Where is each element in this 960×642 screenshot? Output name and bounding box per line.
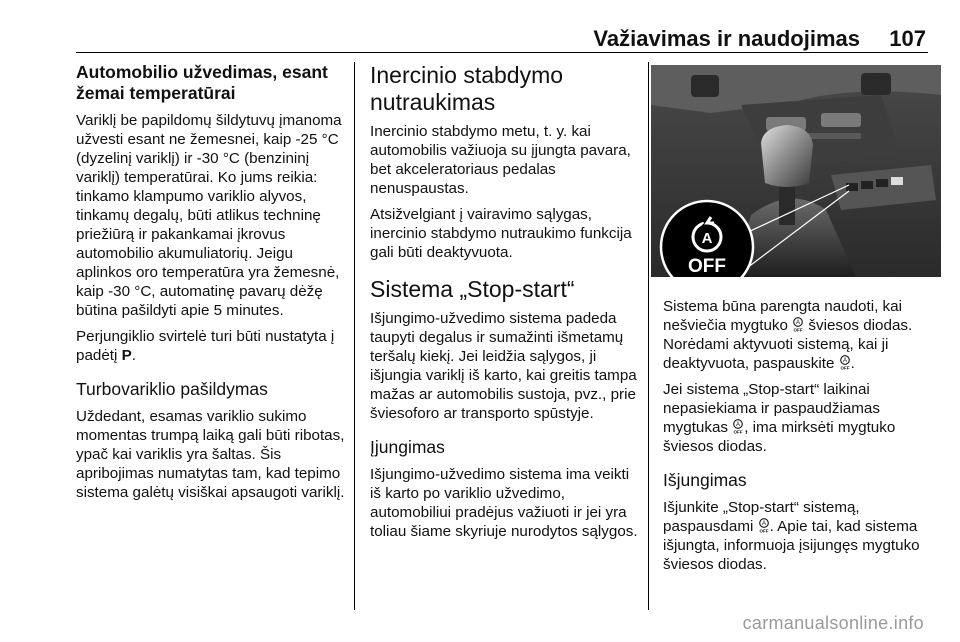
text-span: šviesos diodas. Norėdami aktyvuoti sistemą, kai ji deaktyvuota, paspauskite bbox=[663, 317, 913, 372]
watermark: carmanualsonline.info bbox=[742, 613, 924, 633]
svg-text:A: A bbox=[701, 230, 713, 247]
column-divider-left bbox=[354, 62, 355, 610]
paragraph-inertia-2: Atsižvelgiant į vairavimo sąlygas, inercinio stabdymo nutraukimo funkcija gali būti deaktyvuota. bbox=[370, 206, 632, 261]
paragraph-deactivation bbox=[663, 498, 933, 574]
stop-start-off-icon bbox=[732, 418, 744, 434]
paragraph-selector-lever bbox=[76, 327, 348, 365]
text-span: Išjunkite „Stop-start“ sistemą, paspausdami bbox=[663, 499, 860, 535]
heading-turbo-warmup: Turbovariklio pašildymas bbox=[76, 379, 268, 399]
page-number: 107 bbox=[889, 26, 926, 51]
svg-text:A: A bbox=[842, 358, 847, 364]
paragraph-inertia-1: Inercinio stabdymo metu, t. y. kai automobilis važiuoja su įjungta pavara, bet akceleratoriaus pedalas nenuspaustas. bbox=[370, 123, 631, 197]
heading-cold-start: Automobilio užvedimas, esant žemai temperatūrai bbox=[76, 62, 328, 103]
text-span: . bbox=[131, 347, 136, 364]
paragraph-turbo-warmup: Uždedant, esamas variklio sukimo momentas trumpą laiką gali būti ribotas, ypač kai variklis yra šaltas. Šis apribojimas numatytas tam, kad tepimo sistema galėtų visiškai apsaugoti variklį. bbox=[76, 408, 345, 501]
stop-start-off-icon bbox=[839, 354, 851, 370]
column-1 bbox=[76, 62, 348, 509]
page-header bbox=[76, 22, 928, 53]
heading-stop-start: Sistema „Stop-start“ bbox=[370, 276, 575, 302]
paragraph-activation: Išjungimo-užvedimo sistema ima veikti iš karto po variklio užvedimo, automobiliui pradėjus važiuoti ir jei yra toliau šiame skyriuje nurodytos sąlygos. bbox=[370, 466, 638, 540]
svg-text:A: A bbox=[736, 422, 741, 428]
svg-text:OFF: OFF bbox=[733, 429, 743, 434]
svg-text:OFF: OFF bbox=[840, 365, 850, 370]
svg-text:OFF: OFF bbox=[759, 528, 769, 533]
heading-inertia-braking: Inercinio stabdymo nutraukimas bbox=[370, 62, 564, 115]
column-3 bbox=[663, 62, 933, 581]
park-position: P bbox=[121, 347, 132, 364]
text-span: . Apie tai, kad sistema išjungta, informuoja įsijungęs mygtuko šviesos diodas. bbox=[663, 518, 920, 573]
column-divider-right bbox=[648, 62, 649, 610]
stop-start-off-icon bbox=[758, 517, 770, 533]
center-console-photo bbox=[651, 65, 941, 277]
paragraph-cold-start: Variklį be papildomų šildytuvų įmanoma užvesti esant ne žemesnei, kaip -25 °C (dyzelinį variklį) ir -30 °C (benzininį variklį) temperatūrai. Ko jums reikia: tinkamo klampumo variklio alyvos, tinkamų degalų, būti atlikus techninę priežiūrą ir pakankamai įkrovus automobilio akumuliatorių. Jeigu aplinkos oro temperatūra yra žemesnė, kaip -30 °C, automatinę pavarų dėžę būtina pašildyti apie 5 minutes. bbox=[76, 112, 342, 319]
text-span: . bbox=[850, 355, 855, 372]
paragraph-unavailable bbox=[663, 380, 933, 456]
text-span: Jei sistema „Stop-start“ laikinai nepasiekiama ir paspaudžiamas mygtukas bbox=[663, 381, 880, 436]
gear-lever-illustration bbox=[651, 65, 941, 277]
heading-deactivation: Išjungimas bbox=[663, 470, 747, 490]
svg-text:OFF: OFF bbox=[793, 327, 803, 332]
text-span: , ima mirksėti mygtuko šviesos diodas. bbox=[663, 419, 896, 455]
column-2 bbox=[370, 62, 642, 548]
header-title: Važiavimas ir naudojimas bbox=[593, 26, 860, 51]
off-label: OFF bbox=[688, 256, 726, 277]
svg-text:A: A bbox=[761, 521, 766, 527]
svg-text:A: A bbox=[796, 320, 801, 326]
stop-start-off-icon bbox=[792, 316, 804, 332]
text-span: Perjungiklio svirtelė turi būti nustatyta į padėtį bbox=[76, 328, 335, 364]
heading-activation: Įjungimas bbox=[370, 437, 445, 457]
paragraph-stop-start: Išjungimo-užvedimo sistema padeda taupyti degalus ir sumažinti išmetamų teršalų kiekį. Jei leidžia sąlygos, ji išjungia variklį iš karto, kai greitis tampa mažas ar automobilis sustoja, pvz., prie šviesoforo ar transporto spūstyje. bbox=[370, 310, 637, 422]
text-span: Sistema būna parengta naudoti, kai nešviečia mygtuko bbox=[663, 298, 902, 334]
paragraph-ready bbox=[663, 297, 933, 373]
